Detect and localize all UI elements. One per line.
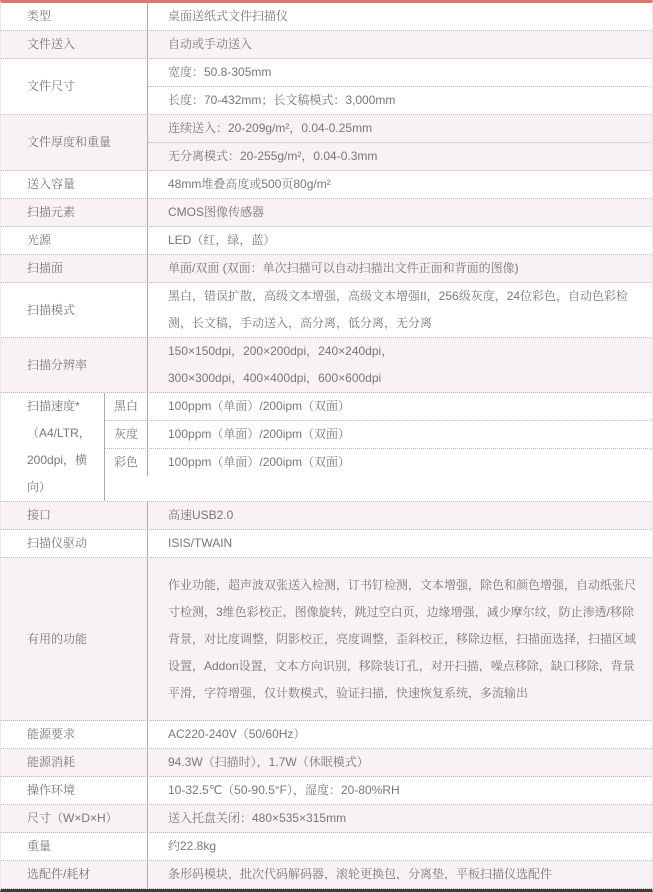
spec-label: 文件送入 bbox=[1, 31, 148, 58]
spec-label: 扫描面 bbox=[1, 255, 148, 282]
speed-subrow-gray bbox=[105, 420, 652, 448]
spec-value: 作业功能，超声波双张送入检测，订书钉检测，文本增强，除色和颜色增强，自动纸张尺寸检测，3维色彩校正，图像旋转，跳过空白页，边缘增强，减少摩尔纹，防止渗透/移除背景，对比度调整，阴影校正，亮度调整，歪斜校正，移除边框，扫描面选择，扫描区域设置，Addon设置，文本方向识别，移除装订孔，对开扫描，噪点移除，缺口移除，背景平滑，字符增强，仅计数模式，验证扫描，快速恢复系统，多流输出 bbox=[168, 577, 637, 700]
spec-row-light-source bbox=[1, 227, 652, 255]
spec-row-document-size bbox=[1, 59, 652, 115]
spec-label: 接口 bbox=[1, 502, 148, 529]
spec-row-scanning-resolution bbox=[1, 338, 652, 393]
spec-value: 10-32.5℃（50-90.5°F），湿度：20-80%RH bbox=[168, 783, 400, 797]
spec-row-scanning-mode bbox=[1, 283, 652, 338]
spec-label: 能源要求 bbox=[1, 721, 148, 748]
spec-row-interface bbox=[1, 502, 652, 530]
spec-value: 自动或手动送入 bbox=[168, 37, 253, 51]
spec-row-weight bbox=[1, 833, 652, 861]
spec-row-scanning-element bbox=[1, 199, 652, 227]
spec-value: 桌面送纸式文件扫描仪 bbox=[168, 9, 289, 23]
spec-label: 文件厚度和重量 bbox=[1, 115, 148, 170]
speed-grid bbox=[105, 393, 652, 501]
spec-row-operating-environment bbox=[1, 777, 652, 805]
spec-label: 扫描模式 bbox=[1, 283, 148, 337]
spec-label-line: （A4/LTR， bbox=[27, 426, 91, 440]
speed-subrow-color bbox=[105, 448, 652, 476]
spec-row-document-feeding bbox=[1, 31, 652, 59]
spec-label: 扫描分辨率 bbox=[1, 338, 148, 392]
spec-label-line: 200dpi，横向） bbox=[27, 453, 88, 494]
spec-label: 送入容量 bbox=[1, 171, 148, 198]
spec-row-power-consumption bbox=[1, 749, 652, 777]
spec-row-options-consumables bbox=[1, 861, 652, 889]
spec-value: 送入托盘关闭：480×535×315mm bbox=[168, 811, 347, 825]
spec-value: 100ppm（单面）/200ipm（双面） bbox=[168, 427, 351, 441]
speed-mode-label: 彩色 bbox=[105, 449, 148, 476]
spec-label: 重量 bbox=[1, 833, 148, 860]
spec-label: 扫描仪驱动 bbox=[1, 530, 148, 557]
spec-value-group bbox=[148, 59, 652, 114]
spec-label-group bbox=[1, 393, 105, 501]
spec-value: 单面/双面 (双面：单次扫描可以自动扫描出文件正面和背面的图像) bbox=[168, 261, 519, 275]
spec-value: 48mm堆叠高度或500页80g/m² bbox=[168, 177, 331, 191]
spec-row-scanning-side bbox=[1, 255, 652, 283]
spec-value: ISIS/TWAIN bbox=[168, 536, 233, 550]
spec-row-feeding-capacity bbox=[1, 171, 652, 199]
spec-label: 文件尺寸 bbox=[1, 59, 148, 114]
spec-value: LED（红，绿，蓝） bbox=[168, 233, 276, 247]
spec-value: 宽度：50.8-305mm bbox=[168, 65, 272, 79]
spec-label: 光源 bbox=[1, 227, 148, 254]
spec-value: 约22.8kg bbox=[168, 839, 217, 853]
spec-value: 300×300dpi，400×400dpi，600×600dpi bbox=[168, 371, 382, 385]
spec-row-scanner-driver bbox=[1, 530, 652, 558]
speed-subrow-bw bbox=[105, 393, 652, 420]
spec-value: 高速USB2.0 bbox=[168, 508, 234, 522]
spec-label: 能源消耗 bbox=[1, 749, 148, 776]
spec-value-group bbox=[148, 338, 652, 392]
spec-label: 尺寸（W×D×H） bbox=[1, 805, 148, 832]
spec-label: 操作环境 bbox=[1, 777, 148, 804]
spec-value: 94.3W（扫描时），1.7W（休眠模式） bbox=[168, 755, 369, 769]
spec-value: 无分离模式：20-255g/m²，0.04-0.3mm bbox=[148, 142, 652, 170]
spec-value: 150×150dpi，200×200dpi，240×240dpi， bbox=[168, 344, 394, 358]
spec-value: AC220-240V（50/60Hz） bbox=[168, 727, 306, 741]
spec-label: 类型 bbox=[1, 3, 148, 30]
spec-value: 连续送入：20-209g/m²，0.04-0.25mm bbox=[168, 121, 373, 135]
spec-value: 黑白，错误扩散，高级文本增强，高级文本增强II，256级灰度，24位彩色，自动色彩检测，长文稿，手动送入，高分离，低分离，无分离 bbox=[168, 289, 629, 330]
speed-mode-label: 黑白 bbox=[105, 393, 148, 420]
spec-label: 扫描元素 bbox=[1, 199, 148, 226]
spec-label-line: 扫描速度* bbox=[27, 399, 80, 413]
spec-row-document-thickness-weight bbox=[1, 115, 652, 171]
spec-row-type bbox=[1, 3, 652, 31]
spec-value: 100ppm（单面）/200ipm（双面） bbox=[168, 399, 351, 413]
spec-value: 100ppm（单面）/200ipm（双面） bbox=[168, 455, 351, 469]
spec-row-dimensions bbox=[1, 805, 652, 833]
spec-row-useful-functions bbox=[1, 558, 652, 721]
spec-label: 选配件/耗材 bbox=[1, 861, 148, 888]
spec-value: 条形码模块，批次代码解码器，滚轮更换包，分离垫，平板扫描仪选配件 bbox=[168, 867, 553, 881]
spec-label: 有用的功能 bbox=[1, 558, 148, 720]
spec-value: 长度：70-432mm；长文稿模式：3,000mm bbox=[148, 86, 652, 114]
spec-value: CMOS图像传感器 bbox=[168, 205, 265, 219]
spec-row-power-requirements bbox=[1, 721, 652, 749]
speed-mode-label: 灰度 bbox=[105, 421, 148, 448]
spec-value-group bbox=[148, 115, 652, 170]
spec-row-scanning-speed bbox=[1, 393, 652, 502]
